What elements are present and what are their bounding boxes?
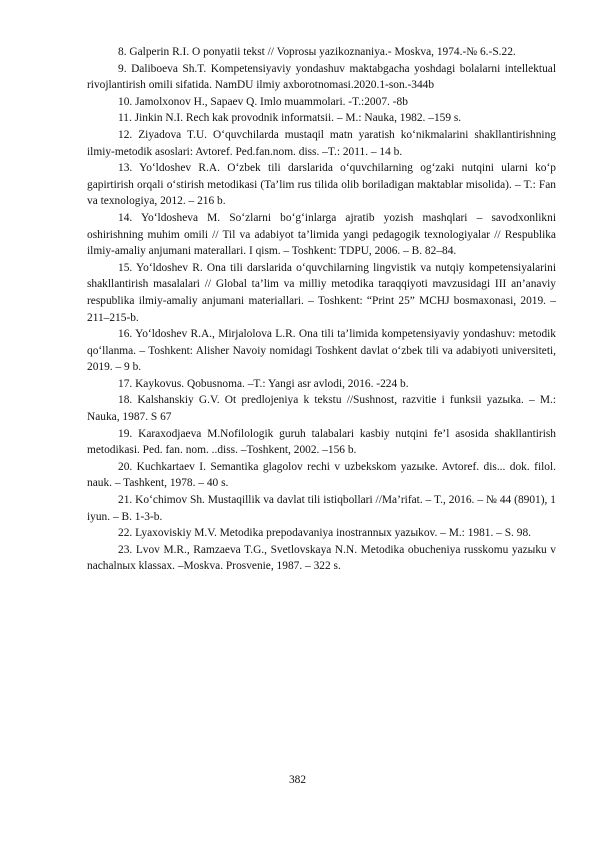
reference-item: 12. Ziyadova T.U. O‘quvchilarda mustaqil matn yaratish ko‘nikmalarini shakllantirishning ilmiy-metodik asoslari: Avtoref. Ped.fan.nom. diss. –T.: 2011. – 14 b. (87, 128, 556, 158)
reference-item: 8. Galperin R.I. O ponyatii tekst // Voprosы yazikoznaniya.- Moskva, 1974.-№ 6.-S.22. (118, 46, 516, 58)
reference-item: 19. Karaxodjaeva M.Nofilologik guruh talabalari kasbiy nutqini fe’l asosida shakllantirish metodikasi. Ped. fan. nom. ..diss. –Toshkent, 2002. –156 b. (87, 427, 556, 457)
reference-item: 21. Ko‘chimov Sh. Mustaqillik va davlat tili istiqbollari //Ma’rifat. – T., 2016. – № 44 (8901), 1 iyun. – B. 1-3-b. (87, 494, 556, 523)
reference-item: 22. Lyaxoviskiy M.V. Metodika prepodavaniya inostrannыx yazыkov. – M.: 1981. – S. 98. (118, 527, 531, 540)
reference-item: 10. Jamolxonov H., Sapaev Q. Imlo muammolari. -T.:2007. -8b (118, 95, 408, 108)
reference-item: 17. Kaykovus. Qobusnoma. –T.: Yangi asr avlodi, 2016. -224 b. (118, 377, 409, 390)
reference-item: 18. Kalshanskiy G.V. Ot predlojeniya k tekstu //Sushnost, razvitie i funksii yazыka. – M.: Nauka, 1987. S 67 (87, 394, 556, 424)
reference-item: 16. Yo‘ldoshev R.A., Mirjalolova L.R. Ona tili ta’limida kompetensiyaviy yondashuv: metodik qo‘llanma. – Toshkent: Alisher Navoiy nomidagi Toshkent davlat o‘zbek tili va adabiyoti universiteti, 2019. – 9 b. (87, 328, 556, 374)
reference-item: 11. Jinkin N.I. Rech kak provodnik informatsii. – M.: Nauka, 1982. –159 s. (118, 112, 462, 125)
reference-item: 9. Daliboeva Sh.T. Kompetensiyaviy yondashuv maktabgacha yoshdagi bolalarni intellektual rivojlantirish omili sifatida. NamDU ilmiy axborotnomasi.2020.1-son.-344b (87, 62, 556, 92)
reference-item: 14. Yo‘ldosheva M. So‘zlarni bo‘g‘inlarga ajratib yozish mashqlari – savodxonlikni oshirishning muhim omili // Til va adabiyot ta’limida yangi pedagogik texnologiyalar // Respublika ilmiy-amaliy anjumani materallari. I qism. – Toshkent: TDPU, 2006. – B. 82–84. (87, 211, 556, 258)
reference-item: 13. Yo‘ldoshev R.A. O‘zbek tili darslarida o‘quvchilarning og‘zaki nutqini ularni ko‘p gapirtirish orqali o‘stirish metodikasi (Ta’lim rus tilida olib boriladigan maktablar misolida). – T.: Fan va texnologiya, 2012. – 216 b. (87, 162, 556, 208)
reference-item: 23. Lvov M.R., Ramzaeva T.G., Svetlovskaya N.N. Metodika obucheniya russkomu yazыku v nachalnыx klassax. –Moskva. Prosvenie, 1987. – 322 s. (87, 543, 556, 573)
reference-item: 20. Kuchkartaev I. Semantika glagolov rechi v uzbekskom yazыke. Avtoref. dis... dok. filol. nauk. – Tashkent, 1978. – 40 s. (87, 460, 556, 490)
reference-item: 15. Yo‘ldoshev R. Ona tili darslarida o‘quvchilarning lingvistik va nutqiy kompetensiyalarini shakllantirish masalalari // Global ta’lim va milliy metodika taraqqiyoti mavzusidagi III an’anaviy respublika ilmiy-amaliy anjumani materiallari. – Toshkent: “Print 25” MCHJ bosmaxonasi, 2019. – 211–215-b. (87, 261, 556, 324)
page-number: 382 (288, 774, 307, 786)
reference-list (87, 44, 556, 575)
